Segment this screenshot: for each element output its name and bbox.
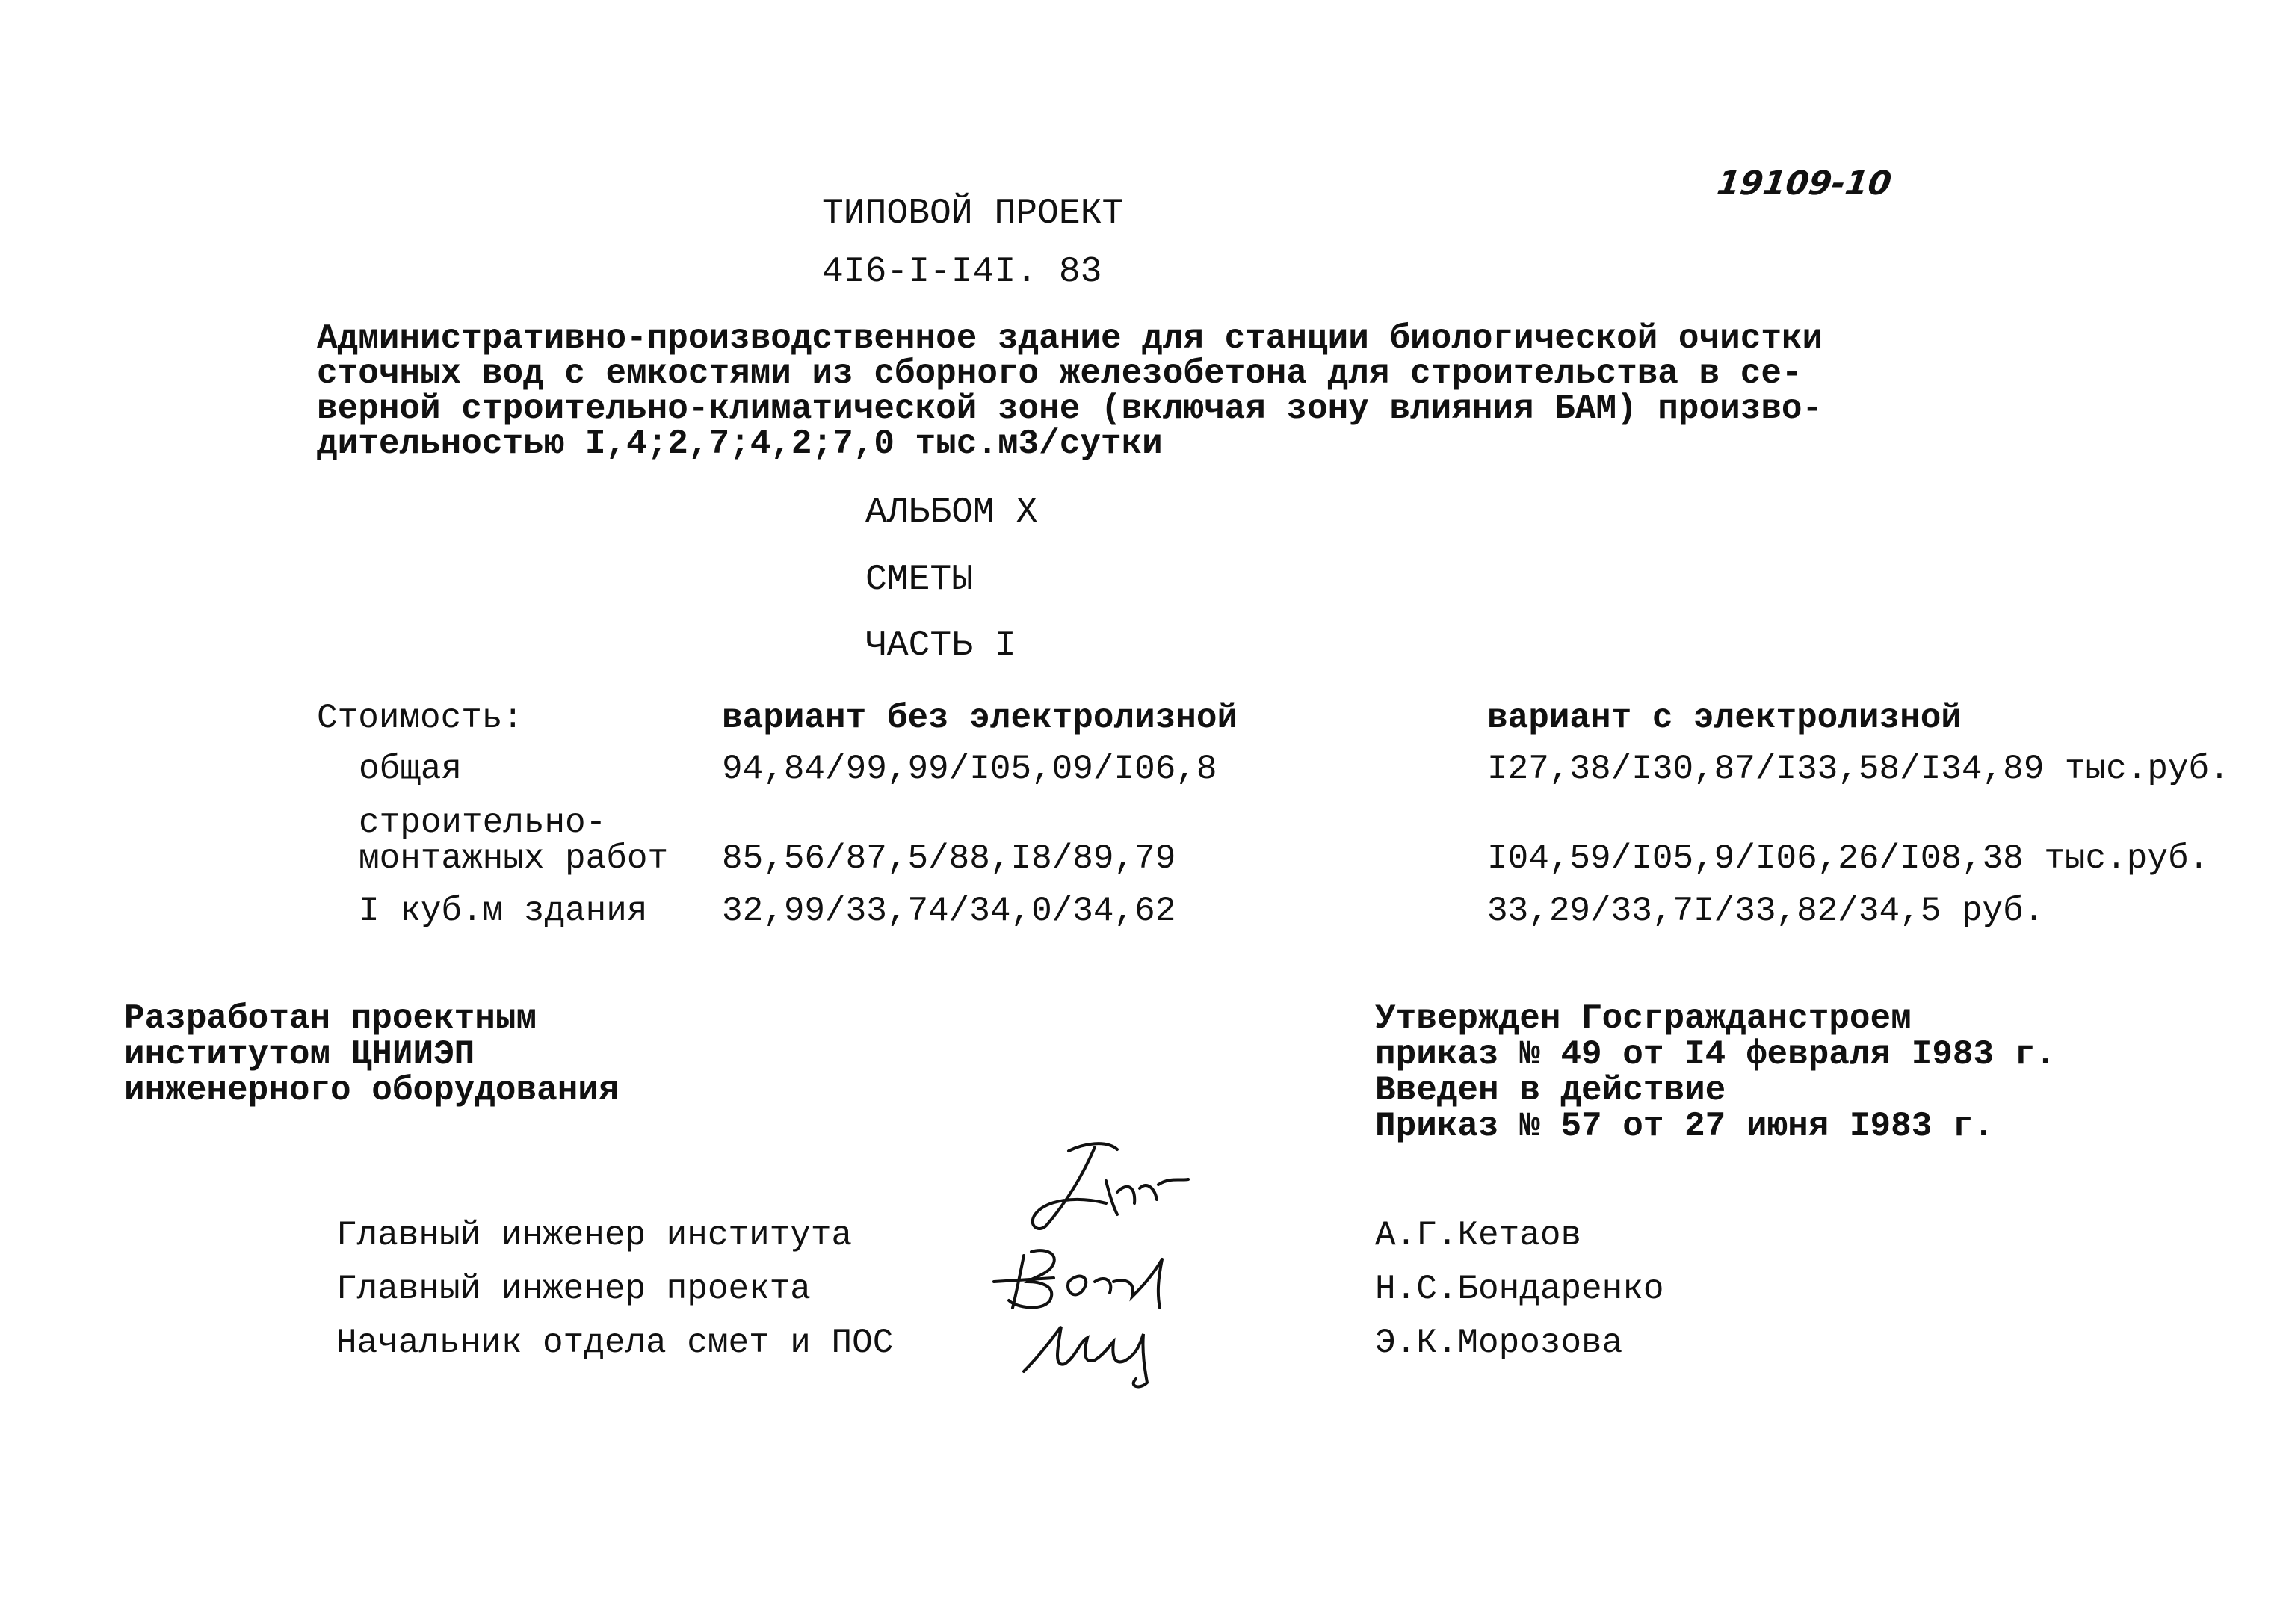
approval-line-3: Введен в действие	[1375, 1071, 1726, 1110]
approval-line-1: Утвержден Госгражданстроем	[1375, 999, 1912, 1038]
cost-row-construction-name-2: монтажных работ	[359, 839, 669, 878]
album-label: АЛЬБОМ X	[865, 493, 1038, 533]
developer-line-1: Разработан проектным	[124, 999, 537, 1038]
cost-row-construction-name-1: строительно-	[359, 803, 607, 842]
cost-row-total-with: I27,38/I30,87/I33,58/I34,89 тыс.руб.	[1487, 750, 2230, 788]
approval-line-2: приказ № 49 от I4 февраля I983 г.	[1375, 1035, 2056, 1074]
project-description-line-2: сточных вод с емкостями из сборного железобетона для строительства в се-	[317, 354, 1802, 393]
cost-row-cubic-meter-without: 32,99/33,74/34,0/34,62	[722, 892, 1176, 930]
document-number: 19109-10	[1714, 164, 1894, 203]
project-code: 4I6-I-I4I. 83	[822, 252, 1102, 292]
cost-row-cubic-meter-with: 33,29/33,7I/33,82/34,5 руб.	[1487, 892, 2045, 930]
project-description-line-4: дительностью I,4;2,7;4,2;7,0 тыс.м3/сутки	[317, 424, 1163, 463]
signatory-name-ketaov: А.Г.Кетаов	[1375, 1216, 1582, 1255]
cost-row-total-without: 94,84/99,99/I05,09/I06,8	[722, 750, 1217, 788]
cost-row-total-name: общая	[359, 750, 463, 788]
project-description-line-3: верной строительно-климатической зоне (включая зону влияния БАМ) произво-	[317, 389, 1823, 428]
developer-line-3: инженерного оборудования	[124, 1071, 620, 1110]
album-part: ЧАСТЬ I	[865, 626, 1016, 666]
approval-line-4: Приказ № 57 от 27 июня I983 г.	[1375, 1107, 1995, 1146]
developer-line-2: институтом ЦНИИЭП	[124, 1035, 475, 1074]
signatory-position-head-estimates: Начальник отдела смет и ПОС	[336, 1324, 894, 1362]
document-title: ТИПОВОЙ ПРОЕКТ	[822, 194, 1124, 234]
cost-header-with-electrolysis: вариант с электролизной	[1487, 699, 1962, 738]
cost-row-cubic-meter-name: I куб.м здания	[359, 892, 648, 930]
signatory-position-chief-engineer-institute: Главный инженер института	[336, 1216, 853, 1255]
signatory-name-morozova: Э.К.Морозова	[1375, 1324, 1623, 1362]
signatory-position-chief-engineer-project: Главный инженер проекта	[336, 1270, 811, 1309]
cost-row-construction-without: 85,56/87,5/88,I8/89,79	[722, 839, 1176, 878]
cost-row-construction-with: I04,59/I05,9/I06,26/I08,38 тыс.руб.	[1487, 839, 2210, 878]
signatory-name-bondarenko: Н.С.Бондаренко	[1375, 1270, 1664, 1309]
album-section: СМЕТЫ	[865, 560, 974, 600]
signature-ketaov	[1024, 1136, 1218, 1241]
cost-header-without-electrolysis: вариант без электролизной	[722, 699, 1238, 738]
signature-bondarenko	[986, 1237, 1211, 1319]
signature-morozova	[1009, 1312, 1196, 1394]
project-description-line-1: Административно-производственное здание для станции биологической очистки	[317, 319, 1823, 358]
cost-label: Стоимость:	[317, 699, 524, 738]
